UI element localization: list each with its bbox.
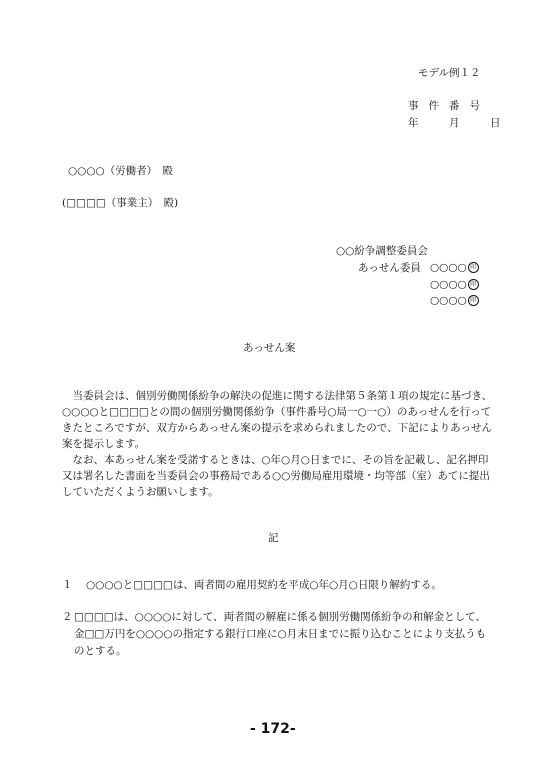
member-1-name: ○○○○ (430, 261, 467, 274)
member-1 (430, 262, 479, 273)
item-number: ２ (62, 611, 73, 623)
seal-icon: 印 (468, 262, 479, 273)
case-number-label: 事件番号 (408, 100, 490, 112)
member-title: あっせん委員 (358, 262, 421, 274)
seal-icon: 印 (468, 295, 479, 306)
member-2-name: ○○○○ (430, 278, 467, 291)
document-title: あっせん案 (243, 342, 296, 354)
model-label: モデル例１２ (418, 67, 481, 79)
ki-heading: 記 (268, 532, 279, 544)
date-label: 年 月 日 (408, 117, 511, 129)
addressee-worker: ○○○○（労働者） 殿 (68, 165, 173, 177)
body-text (62, 388, 494, 500)
addressee-employer: (□□□□（事業主） 殿) (62, 197, 179, 209)
member-3 (430, 295, 479, 306)
body-paragraph-2: なお、本あっせん案を受諾するときは、○年○月○日までに、その旨を記載し、記名押印又は署名した書面を当委員会の事務局である○○労働局雇用環境・均等部（室）あてに提出していただくようお願いします。 (62, 454, 490, 498)
item-text: □□□□は、○○○○に対して、両者間の解雇に係る個別労働関係紛争の和解金として、金□□万円を○○○○の指定する銀行口座に○月末日までに振り込むことにより支払うものとする。 (74, 611, 487, 657)
committee-name: ○○紛争調整委員会 (336, 245, 428, 257)
item-text: ○○○○と□□□□は、両者間の雇用契約を平成○年○月○日限り解約する。 (86, 579, 442, 591)
seal-icon: 印 (468, 279, 479, 290)
list-item (62, 609, 494, 660)
member-3-name: ○○○○ (430, 294, 467, 307)
item-number: １ (62, 579, 73, 591)
member-2 (430, 279, 479, 290)
list-item (62, 577, 494, 594)
page-number: - 172- (250, 721, 296, 737)
body-paragraph-1: 当委員会は、個別労働関係紛争の解決の促進に関する法律第５条第１項の規定に基づき、○○○○と□□□□との間の個別労働関係紛争（事件番号○局一○一○）のあっせんを行ってきたところですが、双方からあっせん案の提示を求められましたので、下記によりあっせん案を提示します。 (62, 390, 493, 450)
